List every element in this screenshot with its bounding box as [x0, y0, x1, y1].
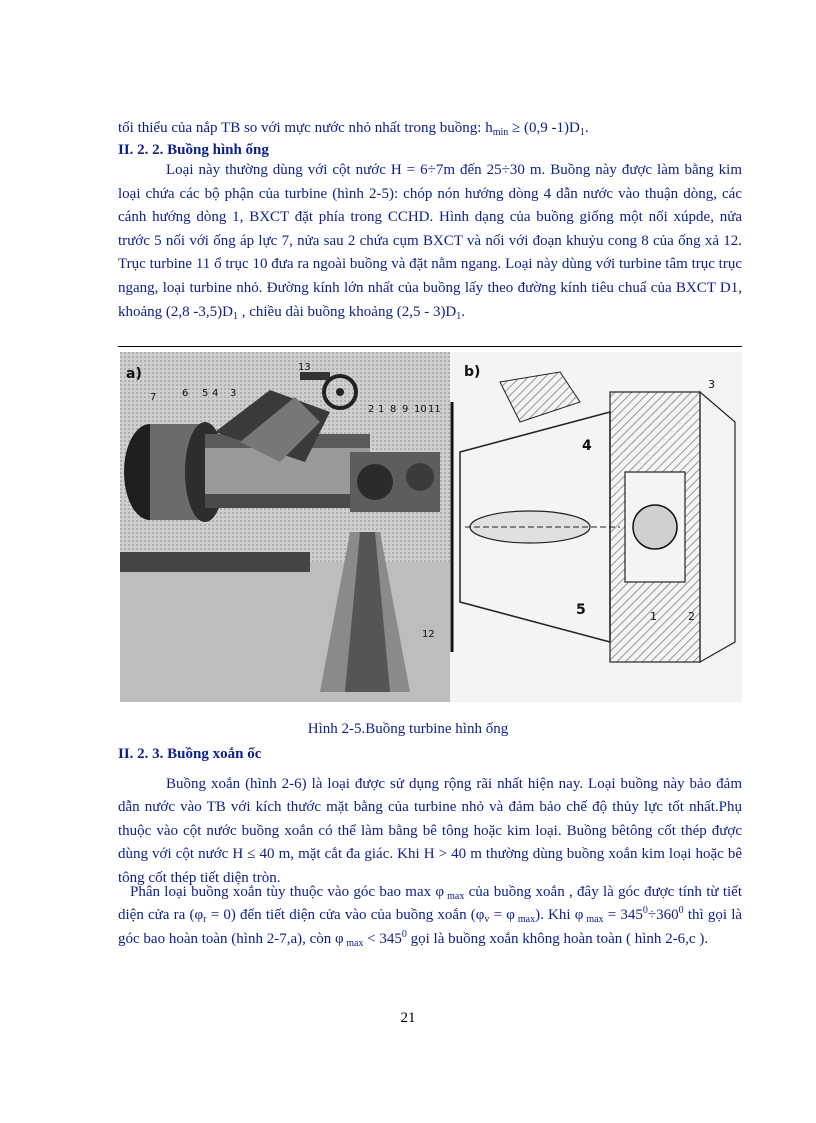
intro-line: tối thiểu của nắp TB so với mực nước nhỏ nhất trong buồng: $h_{min} \ge (0,9$ $-1)D_1$.: [118, 120, 589, 138]
figure-label-b: b): [464, 364, 481, 380]
page-number: 21: [400, 1010, 416, 1026]
callout: 9: [402, 404, 409, 415]
callout: 2: [368, 404, 375, 415]
section-heading-222: II. 2. 2. Buồng hình ống: [118, 142, 269, 158]
section-paragraph-223-1: Buồng xoắn (hình 2-6) là loại được sử dụng rộng rãi nhất hiện nay. Loại buồng này bảo đảm dẫn nước vào TB với kích thước mặt bằng của turbine nhỏ và đảm bảo chế độ thủy lực tốt nhất.Phụ thuộc vào cột nước buồng xoắn có thể làm bằng bê tông hoặc kim loại. Buồng bêtông cốt thép được dùng với cột nước H ≤ 40 m, mặt cắt đa giác. Khi H > 40 m thường dùng buồng xoắn kim loại hoặc bê tông cốt thép tiết diện tròn.: [118, 776, 742, 886]
callout: 3: [230, 388, 237, 399]
callout: 3: [708, 378, 715, 391]
callout: 13: [298, 362, 311, 373]
turbine-drawing: [120, 352, 742, 702]
callout: 7: [150, 392, 157, 403]
section-heading-223: II. 2. 3. Buồng xoắn ốc: [118, 746, 262, 762]
figure-tube-turbine: [120, 352, 742, 702]
callout: 1: [378, 404, 385, 415]
horizontal-rule: [118, 346, 742, 347]
callout: 12: [422, 629, 435, 640]
section-paragraph-223-2: Phân loại buồng xoắn tùy thuộc vào góc bao max φ $_{max}$ của buồng xoắn , đây là góc được tính từ tiết diện cửa ra $(\varphi_r = 0)$ đến tiết diện cửa vào của buồng xoắn ($\varphi_v = \varphi$ $_{max}$). Khi φ $_{max} = 345^0\div 360^0$ thì gọi là góc bao hoàn toàn (hình 2-7,a), còn φ $_{max} < 345^0$ gọi là buồng xoắn không hoàn toàn ( hình 2-6,c ).: [118, 884, 743, 949]
callout: 4: [582, 438, 592, 454]
callout: 5: [202, 388, 209, 399]
figure-caption: Hình 2-5.Buồng turbine hình ống: [307, 721, 509, 737]
callout: 8: [390, 404, 397, 415]
callout: 1: [650, 610, 657, 623]
callout: 6: [182, 388, 189, 399]
callout: 5: [576, 602, 586, 618]
callout: 11: [428, 404, 441, 415]
figure-label-a: a): [126, 366, 142, 382]
section-paragraph-222: Loại này thường dùng với cột nước H = 6÷7m đến 25÷30 m. Buồng này được làm bằng kim loại chứa các bộ phận của turbine (hình 2-5): chóp nón hướng dòng 4 dẫn nước vào thuận dòng, các cánh hướng dòng 1, BXCT đặt phía trong CCHD. Hình dạng của buồng giống một nối xúpde, nửa trước 5 nối với ống áp lực 7, nửa sau 2 chứa cụm BXCT và nối với đoạn khuỷu cong 8 của ống xả 12. Trục turbine 11 ổ trục 10 đưa ra ngoài buồng và đặt nằm ngang. Loại này dùng với turbine tâm trục trục ngang, loại turbine nhỏ. Đường kính lớn nhất của buồng lấy theo đường kính tiêu chuẩ của BXCT D1, khoảng (2,8 $-3,5)D_1$ , chiều dài buồng khoảng $(2,5 - 3)D_1$.: [118, 162, 742, 322]
callout: 4: [212, 388, 219, 399]
callout: 10: [414, 404, 427, 415]
callout: 2: [688, 610, 695, 623]
